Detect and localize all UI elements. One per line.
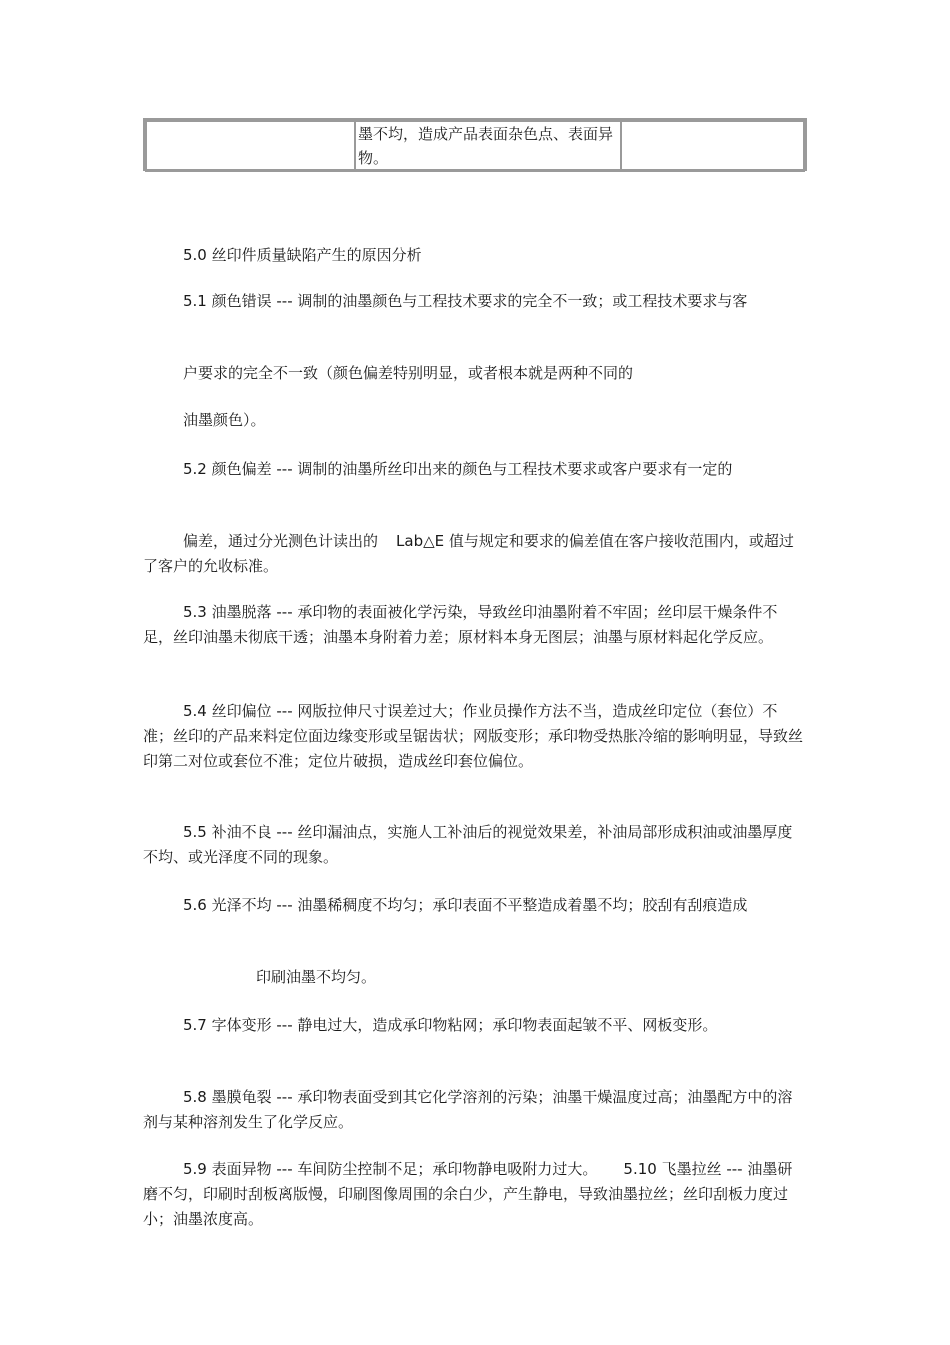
section-5-3-paragraph: 5.3 油墨脱落 --- 承印物的表面被化学污染，导致丝印油墨附着不牢固；丝印层干燥条件不足，丝印油墨未彻底干透；油墨本身附着力差；原材料本身无图层；油墨与原材料起化学反应。 (143, 603, 778, 646)
defect-table-grid (145, 120, 805, 172)
table-cell-2: 墨不均，造成产品表面杂色点、表面异物。 (355, 121, 621, 171)
table-cell-3 (621, 121, 804, 171)
section-5-1-continuation-2: 油墨颜色）。 (183, 411, 266, 429)
defect-table (143, 118, 807, 171)
section-5-2-continuation (143, 529, 803, 579)
section-5-0-heading: 5.0 丝印件质量缺陷产生的原因分析 (183, 246, 422, 264)
section-5-9-5-10-paragraph (143, 1157, 803, 1232)
section-5-6-paragraph: 5.6 光泽不均 --- 油墨稀稠度不均匀；承印表面不平整造成着墨不均；胶刮有刮痕造成 (183, 896, 748, 914)
section-5-10-text: 5.10 飞墨拉丝 --- 油墨研磨不匀，印刷时刮板离版慢，印刷图像周围的余白少，产生静电，导致油墨拉丝；丝印刮板力度过小；油墨浓度高。 (143, 1160, 793, 1228)
section-5-7-paragraph: 5.7 字体变形 --- 静电过大，造成承印物粘网；承印物表面起皱不平、网板变形。 (183, 1016, 718, 1034)
section-5-4-paragraph: 5.4 丝印偏位 --- 网版拉伸尺寸误差过大；作业员操作方法不当，造成丝印定位（套位）不准；丝印的产品来料定位面边缘变形或呈锯齿状；网版变形；承印物受热胀冷缩的影响明显，导致丝印第二对位或套位不准；定位片破损，造成丝印套位偏位。 (143, 702, 804, 770)
section-5-9-text: 5.9 表面异物 --- 车间防尘控制不足；承印物静电吸附力过大。 (183, 1160, 598, 1178)
section-5-2-continuation-part1: 偏差，通过分光测色计读出的 (183, 532, 379, 550)
section-5-5-paragraph: 5.5 补油不良 --- 丝印漏油点，实施人工补油后的视觉效果差，补油局部形成积油或油墨厚度不均、或光泽度不同的现象。 (143, 823, 793, 866)
section-5-6-continuation: 印刷油墨不均匀。 (256, 968, 377, 986)
section-5-8-paragraph: 5.8 墨膜龟裂 --- 承印物表面受到其它化学溶剂的污染；油墨干燥温度过高；油墨配方中的溶剂与某种溶剂发生了化学反应。 (143, 1088, 793, 1131)
section-5-1-paragraph: 5.1 颜色错误 --- 调制的油墨颜色与工程技术要求的完全不一致；或工程技术要求与客 (183, 292, 748, 310)
section-5-2-paragraph: 5.2 颜色偏差 --- 调制的油墨所丝印出来的颜色与工程技术要求或客户要求有一定的 (183, 460, 733, 478)
table-cell-1 (146, 121, 355, 171)
section-5-2-continuation-part2: Lab△E 值与规定和要求的偏差值在客户接收范围内，或超过了客户的允收标准。 (143, 532, 794, 575)
table-row (146, 121, 804, 171)
section-5-1-continuation: 户要求的完全不一致（颜色偏差特别明显，或者根本就是两种不同的 (183, 364, 634, 382)
